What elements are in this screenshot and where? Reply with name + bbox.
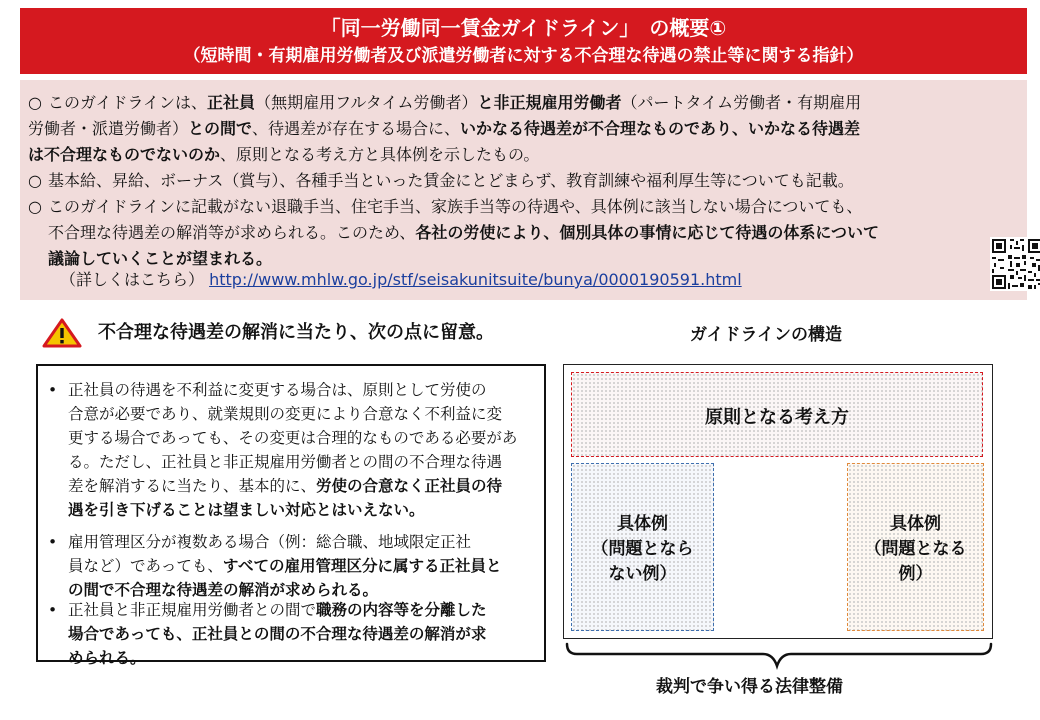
example-box-not-problem: 具体例 （問題となら ない例） (571, 463, 714, 631)
structure-title: ガイドラインの構造 (690, 325, 842, 345)
warning-text: 不合理な待遇差の解消に当たり、次の点に留意。 (98, 322, 494, 343)
bullet-dot-icon: • (48, 381, 58, 399)
bullet-dot-icon: • (48, 533, 58, 551)
overview-item-2-text: 基本給、昇給、ボーナス（賞与）、各種手当といった賃金にとどまらず、教育訓練や福利厚生等についても記載。 (48, 171, 854, 190)
overview-box (20, 80, 1027, 300)
legal-label: 裁判で争い得る法律整備 (656, 677, 843, 697)
page-title: 「同一労働同一賃金ガイドライン」 の概要① (320, 16, 727, 40)
detail-label: （詳しくはこちら） (60, 270, 205, 289)
page-subtitle: （短時間・有期雇用労働者及び派遣労働者に対する不合理な待遇の禁止等に関する指針） (183, 46, 864, 66)
curly-brace-icon (563, 642, 995, 672)
principle-box (571, 372, 983, 457)
qr-code-icon[interactable] (990, 237, 1040, 291)
detail-line (60, 267, 742, 293)
title-banner (20, 8, 1027, 74)
example-box-problem: 具体例 （問題となる 例） (847, 463, 984, 631)
bullet-circle-icon: ○ (28, 197, 42, 216)
bullet-circle-icon: ○ (28, 171, 42, 190)
structure-diagram (563, 364, 993, 639)
overview-item-1-text: このガイドラインは、正社員（無期雇用フルタイム労働者）と非正規雇用労働者（パートタイム労働者・有期雇用 労働者・派遣労働者）との間で、待遇差が存在する場合に、いかなる待遇差が不合理なものであり、いかなる待遇差 は不合理なものでないのか、原則となる考え方と具体例を示したもの。 (28, 93, 862, 164)
overview-item-3-text: このガイドラインに記載がない退職手当、住宅手当、家族手当等の待遇や、具体例に該当しない場合についても、 不合理な待遇差の解消等が求められる。このため、各社の労使により、個別具体の事情に応じて待遇の体系について 議論していくことが望まれる。 (48, 197, 880, 268)
detail-link[interactable]: http://www.mhlw.go.jp/stf/seisakunitsuite/bunya/0000190591.html (209, 270, 742, 289)
notes-box: • 正社員の待遇を不利益に変更する場合は、原則として労使の 合意が必要であり、就業規則の変更により合意なく不利益に変 更する場合であっても、その変更は合理的なものである必要があ る。ただし、正社員と非正規雇用労働者との間の不合理な待遇 差を解消するに当たり、基本的に、労使の合意なく正社員の待 遇を引き下げることは望ましい対応とはいえない。 • 雇用管理区分が複数ある場合（例：総合職、地域限定正社 員など）であっても、すべての雇用管理区分に属する正社員と の間で不合理な待遇差の解消が求められる。 • 正社員と非正規雇用労働者との間で職務の内容等を分離した 場合であっても、正社員との間の不合理な待遇差の解消が求 められる。 (36, 364, 546, 662)
bullet-circle-icon: ○ (28, 93, 42, 112)
principle-label: 原則となる考え方 (705, 407, 849, 428)
warning-triangle-icon (42, 318, 82, 348)
bullet-dot-icon: • (48, 601, 58, 619)
